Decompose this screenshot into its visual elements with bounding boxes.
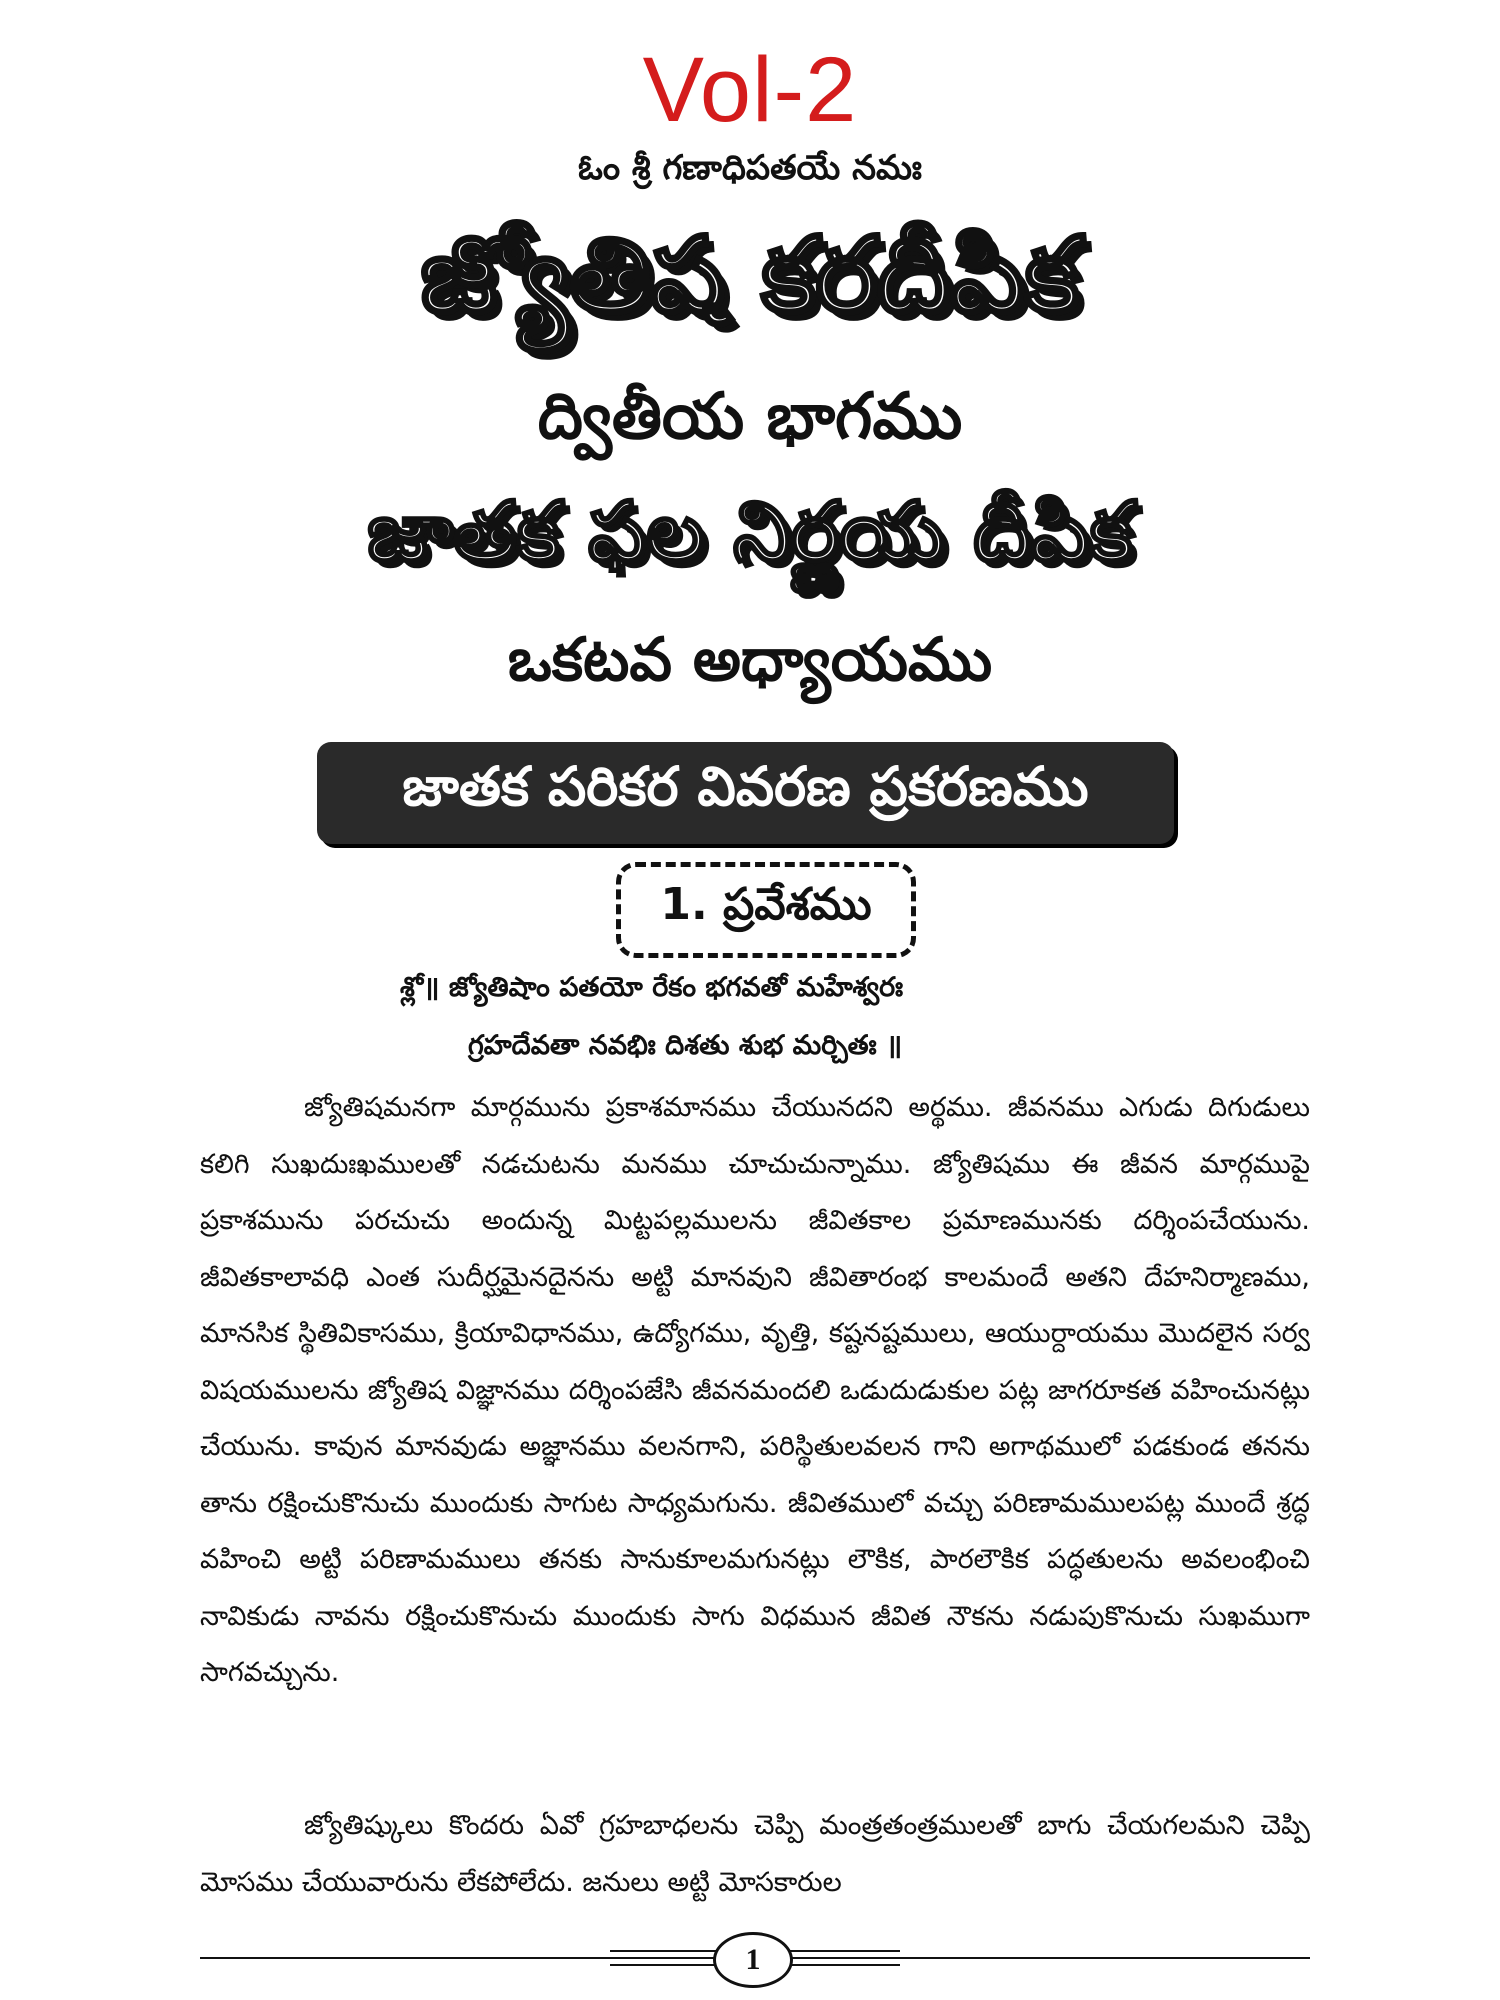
- section-heading: 1. ప్రవేశము: [616, 862, 916, 958]
- invocation-line: ఓం శ్రీ గణాధిపతయే నమః: [578, 148, 922, 188]
- verse-line-1: శ్లో॥ జ్యోతిషాం పతయో రేకం భగవతో మహేశ్వరః: [400, 972, 904, 1003]
- main-title: జ్యోతిష కరదీపిక: [420, 214, 1080, 336]
- verse-line-2: గ్రహదేవతా నవభిః దిశతు శుభ మర్చితః ॥: [468, 1030, 903, 1061]
- page-number: 1: [713, 1932, 793, 1988]
- chapter-title: ఒకటవ అధ్యాయము: [507, 625, 993, 695]
- body-paragraph-2: జ్యోతిష్కులు కొందరు ఏవో గ్రహబాధలను చెప్పి మంత్రతంత్రములతో బాగు చేయగలమని చెప్పి మోసము చేయువారును లేకపోలేదు. జనులు అట్టి మోసకారుల: [200, 1810, 1310, 1898]
- part-title: ద్వితీయ భాగము: [537, 380, 963, 454]
- book-title: జాతక ఫల నిర్ణయ దీపిక: [367, 485, 1133, 580]
- section-banner: [317, 742, 1174, 844]
- body-paragraph-1: జ్యోతిషమనగా మార్గమును ప్రకాశమానము చేయునదని అర్థము. జీవనము ఎగుడు దిగుడులు కలిగి సుఖదుఃఖములతో నడచుటను మనము చూచుచున్నాము. జ్యోతిషము ఈ జీవన మార్గముపై ప్రకాశమును పరచుచు అందున్న మిట్టపల్లములను జీవితకాల ప్రమాణమునకు దర్శింపచేయును. జీవితకాలావధి ఎంత సుదీర్ఘమైనదైనను అట్టి మానవుని జీవితారంభ కాలమందే అతని దేహనిర్మాణము, మానసిక స్థితివికాసము, క్రియావిధానము, ఉద్యోగము, వృత్తి, కష్టనష్టములు, ఆయుర్దాయము మొదలైన సర్వ విషయములను జ్యోతిష విజ్ఞానము దర్శింపజేసి జీవనమందలి ఒడుదుడుకుల పట్ల జాగరూకత వహించునట్లు చేయును. కావున మానవుడు అజ్ఞానము వలనగాని, పరిస్థితులవలన గాని అగాథములో పడకుండ తనను తాను రక్షించుకొనుచు ముందుకు సాగుట సాధ్యమగును. జీవితములో వచ్చు పరిణామములపట్ల ముందే శ్రద్ధ వహించి అట్టి పరిణామములు తనకు సానుకూలమగునట్లు లౌకిక, పారలౌకిక పద్ధతులను అవలంభించి నావికుడు నావను రక్షించుకొనుచు ముందుకు సాగు విధమున జీవిత నౌకను నడుపుకొనుచు సుఖముగా సాగవచ్చును.: [200, 1092, 1310, 1688]
- section-banner-text: జాతక పరికర వివరణ ప్రకరణము: [402, 754, 1089, 818]
- volume-label: Vol-2: [642, 39, 858, 141]
